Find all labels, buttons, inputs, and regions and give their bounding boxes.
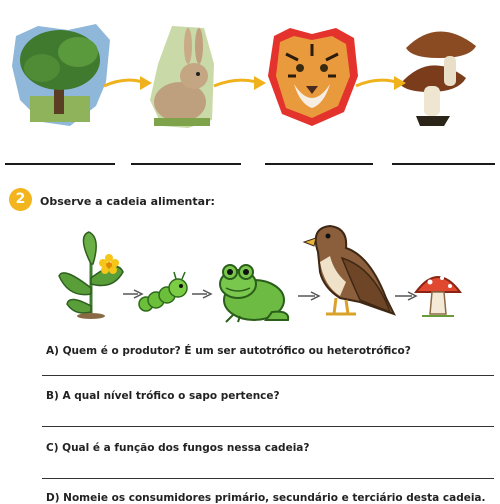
answer-line-3[interactable] — [265, 163, 373, 165]
chain-arrow-2-icon — [212, 72, 268, 96]
hawk-icon — [290, 222, 396, 322]
chain-arrow-5-icon — [191, 288, 213, 300]
exercise-number-badge: 2 — [9, 188, 32, 211]
plant-with-flower-icon — [55, 228, 125, 320]
question-b: B) A qual nível trófico o sapo pertence? — [46, 390, 280, 402]
tree-image — [8, 22, 114, 130]
answer-line-1[interactable] — [5, 163, 115, 165]
exercise-instruction: Observe a cadeia alimentar: — [40, 195, 215, 208]
rabbit-image — [148, 24, 218, 130]
mushroom-image — [398, 22, 482, 130]
answer-line-2[interactable] — [131, 163, 241, 165]
frog-icon — [212, 260, 294, 324]
mushroom-icon — [414, 268, 462, 320]
answer-line-question-c[interactable] — [42, 478, 494, 479]
question-c: C) Qual é a função dos fungos nessa cadeia? — [46, 442, 310, 454]
answer-line-4[interactable] — [392, 163, 495, 165]
question-a: A) Quem é o produtor? É um ser autotrófico ou heterotrófico? — [46, 345, 411, 357]
answer-line-question-b[interactable] — [42, 426, 494, 427]
answer-line-question-a[interactable] — [42, 375, 494, 376]
question-d: D) Nomeie os consumidores primário, secundário e terciário desta cadeia. — [46, 492, 486, 504]
tiger-image — [264, 24, 360, 128]
chain-arrow-3-icon — [354, 72, 408, 96]
caterpillar-icon — [138, 270, 190, 318]
chain-arrow-1-icon — [102, 72, 154, 96]
